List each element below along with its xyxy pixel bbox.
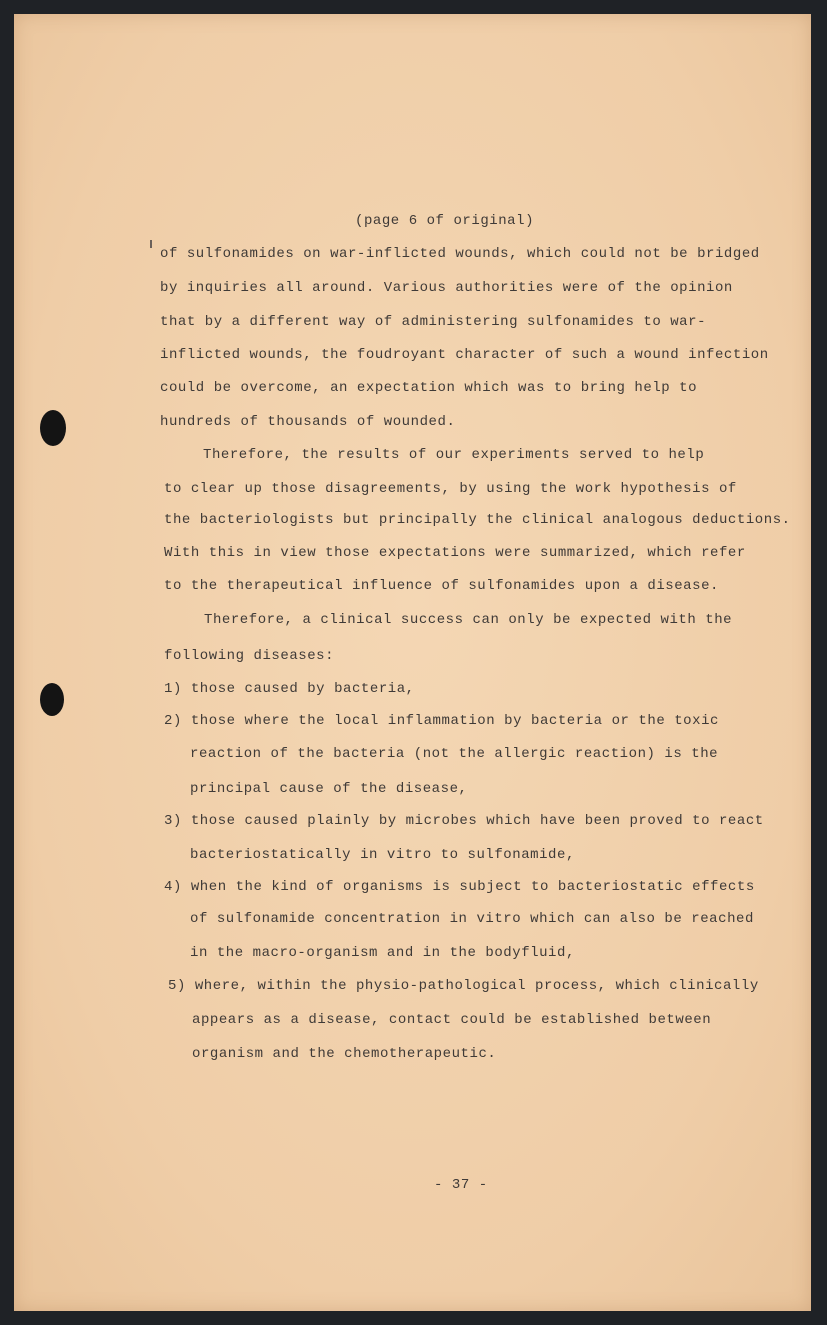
list-item-continuation: in the macro-organism and in the bodyfluid, — [190, 945, 575, 961]
paragraph-start-line: Therefore, the results of our experiments served to help — [203, 447, 705, 463]
list-item-1: 1) those caused by bacteria, — [164, 681, 415, 697]
list-item-2: 2) those where the local inflammation by bacteria or the toxic — [164, 713, 719, 729]
text-line: to clear up those disagreements, by using the work hypothesis of — [164, 481, 737, 497]
text-line: that by a different way of administering sulfonamides to war- — [160, 314, 707, 330]
list-item-continuation: of sulfonamide concentration in vitro which can also be reached — [190, 911, 754, 927]
punch-hole — [40, 410, 66, 446]
list-item-4: 4) when the kind of organisms is subject to bacteriostatic effects — [164, 879, 755, 895]
list-item-continuation: reaction of the bacteria (not the allergic reaction) is the — [190, 746, 719, 762]
list-item-5: 5) where, within the physio-pathological process, which clinically — [168, 978, 759, 994]
text-line: hundreds of thousands of wounded. — [160, 414, 456, 430]
paragraph-start-line: Therefore, a clinical success can only be expected with the — [204, 612, 733, 628]
page-number: - 37 - — [434, 1177, 488, 1193]
text-line: the bacteriologists but principally the clinical analogous deductions. — [164, 512, 791, 528]
text-line: following diseases: — [164, 648, 335, 664]
list-item-continuation: principal cause of the disease, — [190, 781, 468, 797]
margin-mark — [150, 240, 152, 248]
text-line: inflicted wounds, the foudroyant character of such a wound infection — [160, 347, 769, 363]
text-line: by inquiries all around. Various authorities were of the opinion — [160, 280, 733, 296]
document-page — [14, 14, 811, 1311]
list-item-continuation: bacteriostatically in vitro to sulfonamide, — [190, 847, 575, 863]
page-heading: (page 6 of original) — [355, 213, 535, 229]
text-line: to the therapeutical influence of sulfonamides upon a disease. — [164, 578, 719, 594]
text-line: With this in view those expectations were summarized, which refer — [164, 545, 746, 561]
list-item-3: 3) those caused plainly by microbes which have been proved to react — [164, 813, 764, 829]
list-item-continuation: organism and the chemotherapeutic. — [192, 1046, 497, 1062]
list-item-continuation: appears as a disease, contact could be established between — [192, 1012, 712, 1028]
text-line: of sulfonamides on war-inflicted wounds, which could not be bridged — [160, 246, 760, 262]
text-line: could be overcome, an expectation which was to bring help to — [160, 380, 698, 396]
punch-hole — [40, 683, 64, 716]
